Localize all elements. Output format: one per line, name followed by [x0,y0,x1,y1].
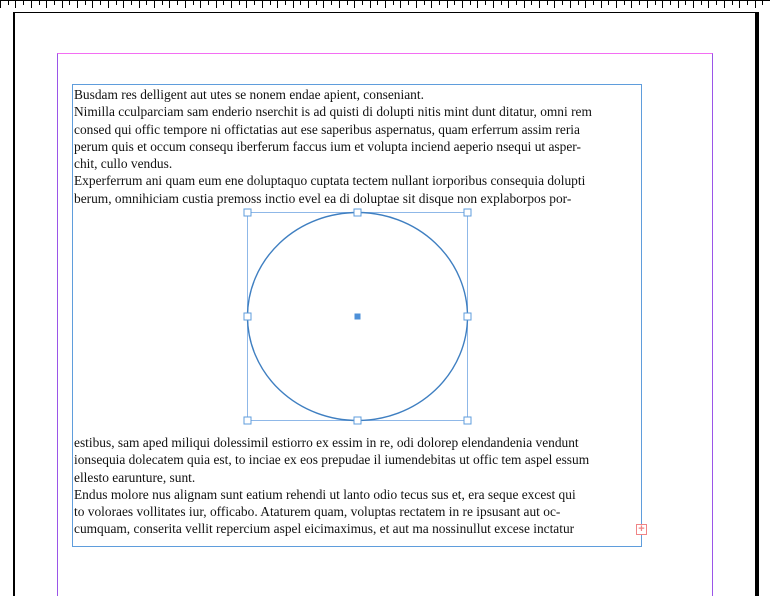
selection-handle-s[interactable] [354,417,361,424]
text-line: ionsequia dolecatem quia est, to inciae ex eos prepudae il iumendebitas ut offic tem aspel essum [74,452,590,468]
text-line: consed qui offic tempore ni offictatias aut ese saperibus aspernatus, quam erferrum assim reria [74,121,580,137]
ruler-tick [331,1,332,5]
ruler-tick [524,1,525,8]
ruler-tick [270,1,271,5]
text-line: Busdam res delligent aut utes se nonem endae apient, conseniant. [74,87,424,102]
ruler-tick [116,1,117,5]
ruler-tick [8,1,9,5]
ruler-tick [608,1,609,5]
ruler-tick [747,1,748,5]
ruler-tick [655,1,656,5]
ruler-tick [293,1,294,8]
ruler-tick [554,1,555,8]
ruler-tick [508,1,509,8]
ruler-tick [231,1,232,8]
text-line: chit, cullo vendus. [74,156,173,172]
ruler-tick [177,1,178,5]
ruler-tick [739,1,740,8]
ruler-tick [431,1,432,8]
ruler-tick [85,1,86,5]
ruler-tick [362,1,363,5]
ruler-tick [578,1,579,5]
ruler-tick [539,1,540,8]
ruler-tick [601,1,602,8]
ruler-tick [223,1,224,5]
ruler-tick [77,1,78,8]
ruler-tick [354,1,355,8]
ruler-tick [639,1,640,5]
ruler-tick [239,1,240,5]
text-line: Endus molore nus alignam sunt eatium rehendi ut lanto odio tecus sus et, era seque excest qui [74,486,576,502]
ruler-tick [516,1,517,5]
ruler-tick [724,1,725,8]
text-line: perum quis et occum consequ iberferum faccus ium et volupta inciend aeperio nsequi ut asper- [74,138,581,154]
ruler-tick [108,1,109,8]
ruler-tick [0,1,1,8]
ruler-tick [439,1,440,5]
ruler-tick [169,1,170,8]
text-line: ellesto earunture, sunt. [74,469,196,485]
ruler-tick [408,1,409,5]
ruler-tick [416,1,417,8]
ruler-tick [39,1,40,5]
ruler-tick [69,1,70,5]
ruler-tick [216,1,217,8]
ruler-tick [547,1,548,5]
ruler-tick [370,1,371,8]
paragraphs-above-circle [74,86,647,207]
ruler-tick [316,1,317,5]
ruler-tick [154,1,155,8]
ruler-tick [701,1,702,5]
ruler-tick [262,1,263,8]
ruler-tick [347,1,348,5]
ruler-tick [62,1,63,8]
ruler-tick [377,1,378,5]
ruler-tick [123,1,124,8]
ruler-tick [762,1,763,5]
ruler-tick [477,1,478,8]
selection-handle-ne[interactable] [464,209,471,216]
selection-handle-sw[interactable] [244,417,251,424]
ruler-tick [585,1,586,8]
ruler-tick [493,1,494,8]
selection-handle-w[interactable] [244,313,251,320]
ruler-tick [631,1,632,8]
center-point-handle[interactable] [355,314,361,320]
text-line: cumquam, conserita vellit repercium aspel eicimaximus, et aut ma nossinullut excese inctatur [74,521,575,537]
ruler-tick [31,1,32,8]
ruler-tick [732,1,733,5]
ruler-tick [146,1,147,5]
selection-handle-n[interactable] [354,209,361,216]
ruler-tick [570,1,571,8]
ruler-tick [15,1,16,8]
ruler-tick [454,1,455,5]
ruler-tick [531,1,532,5]
paragraphs-below-circle [74,434,647,538]
ruler-tick [339,1,340,8]
ruler-tick [447,1,448,8]
ruler-tick [685,1,686,5]
ruler-tick [678,1,679,8]
ruler-tick [593,1,594,5]
ruler-tick [308,1,309,8]
ruler-tick [92,1,93,8]
text-line: to voloraes vollitates iur, officabo. Ataturem quam, voluptas rectatem in re ipsusant aut oc- [74,504,561,520]
selection-handle-se[interactable] [464,417,471,424]
ruler-tick [393,1,394,5]
text-line: Nimilla cculparciam sam enderio nserchit is ad quisti di dolupti nitis mint dunt ditatur, omni rem [74,104,592,120]
ruler-tick [300,1,301,5]
ruler-tick [246,1,247,8]
ruler-tick [485,1,486,5]
text-line: estibus, sam aped miliqui dolessimil estiorro ex essim in re, odi dolorep elendandenia vendunt [74,435,579,450]
ruler-tick [624,1,625,5]
ruler-tick [46,1,47,8]
ruler-tick [200,1,201,8]
ruler-tick [424,1,425,5]
ruler-tick [23,1,24,5]
selected-ellipse-frame[interactable] [242,207,476,429]
ruler-tick [254,1,255,5]
ruler-tick [193,1,194,5]
ruler-tick [323,1,324,8]
selection-handle-nw[interactable] [244,209,251,216]
ruler-tick [716,1,717,5]
ruler-tick [708,1,709,8]
ruler-tick [470,1,471,5]
horizontal-ruler[interactable] [0,0,770,12]
text-line: berum, omnihiciam custia premoss inctio evel ea di doluptae sit disque non explaborpos por- [74,190,572,206]
ruler-tick [693,1,694,8]
ruler-tick [616,1,617,8]
ruler-tick [755,1,756,8]
ruler-tick [54,1,55,5]
ruler-tick [139,1,140,8]
ruler-tick [185,1,186,8]
ruler-tick [162,1,163,5]
ruler-tick [285,1,286,5]
ruler-tick [400,1,401,8]
ruler-tick [277,1,278,8]
ruler-tick [501,1,502,5]
ruler-tick [662,1,663,8]
text-line: Experferrum ani quam eum ene doluptaquo cuptata tectem nullant iorporibus consequia dolupti [74,173,586,189]
selection-handle-e[interactable] [464,313,471,320]
ruler-tick [562,1,563,5]
ruler-tick [462,1,463,8]
ruler-tick [647,1,648,8]
ruler-tick [385,1,386,8]
ruler-tick [100,1,101,5]
ruler-tick [131,1,132,5]
ruler-tick [208,1,209,5]
overset-text-indicator[interactable]: + [636,524,647,535]
ruler-tick [670,1,671,5]
